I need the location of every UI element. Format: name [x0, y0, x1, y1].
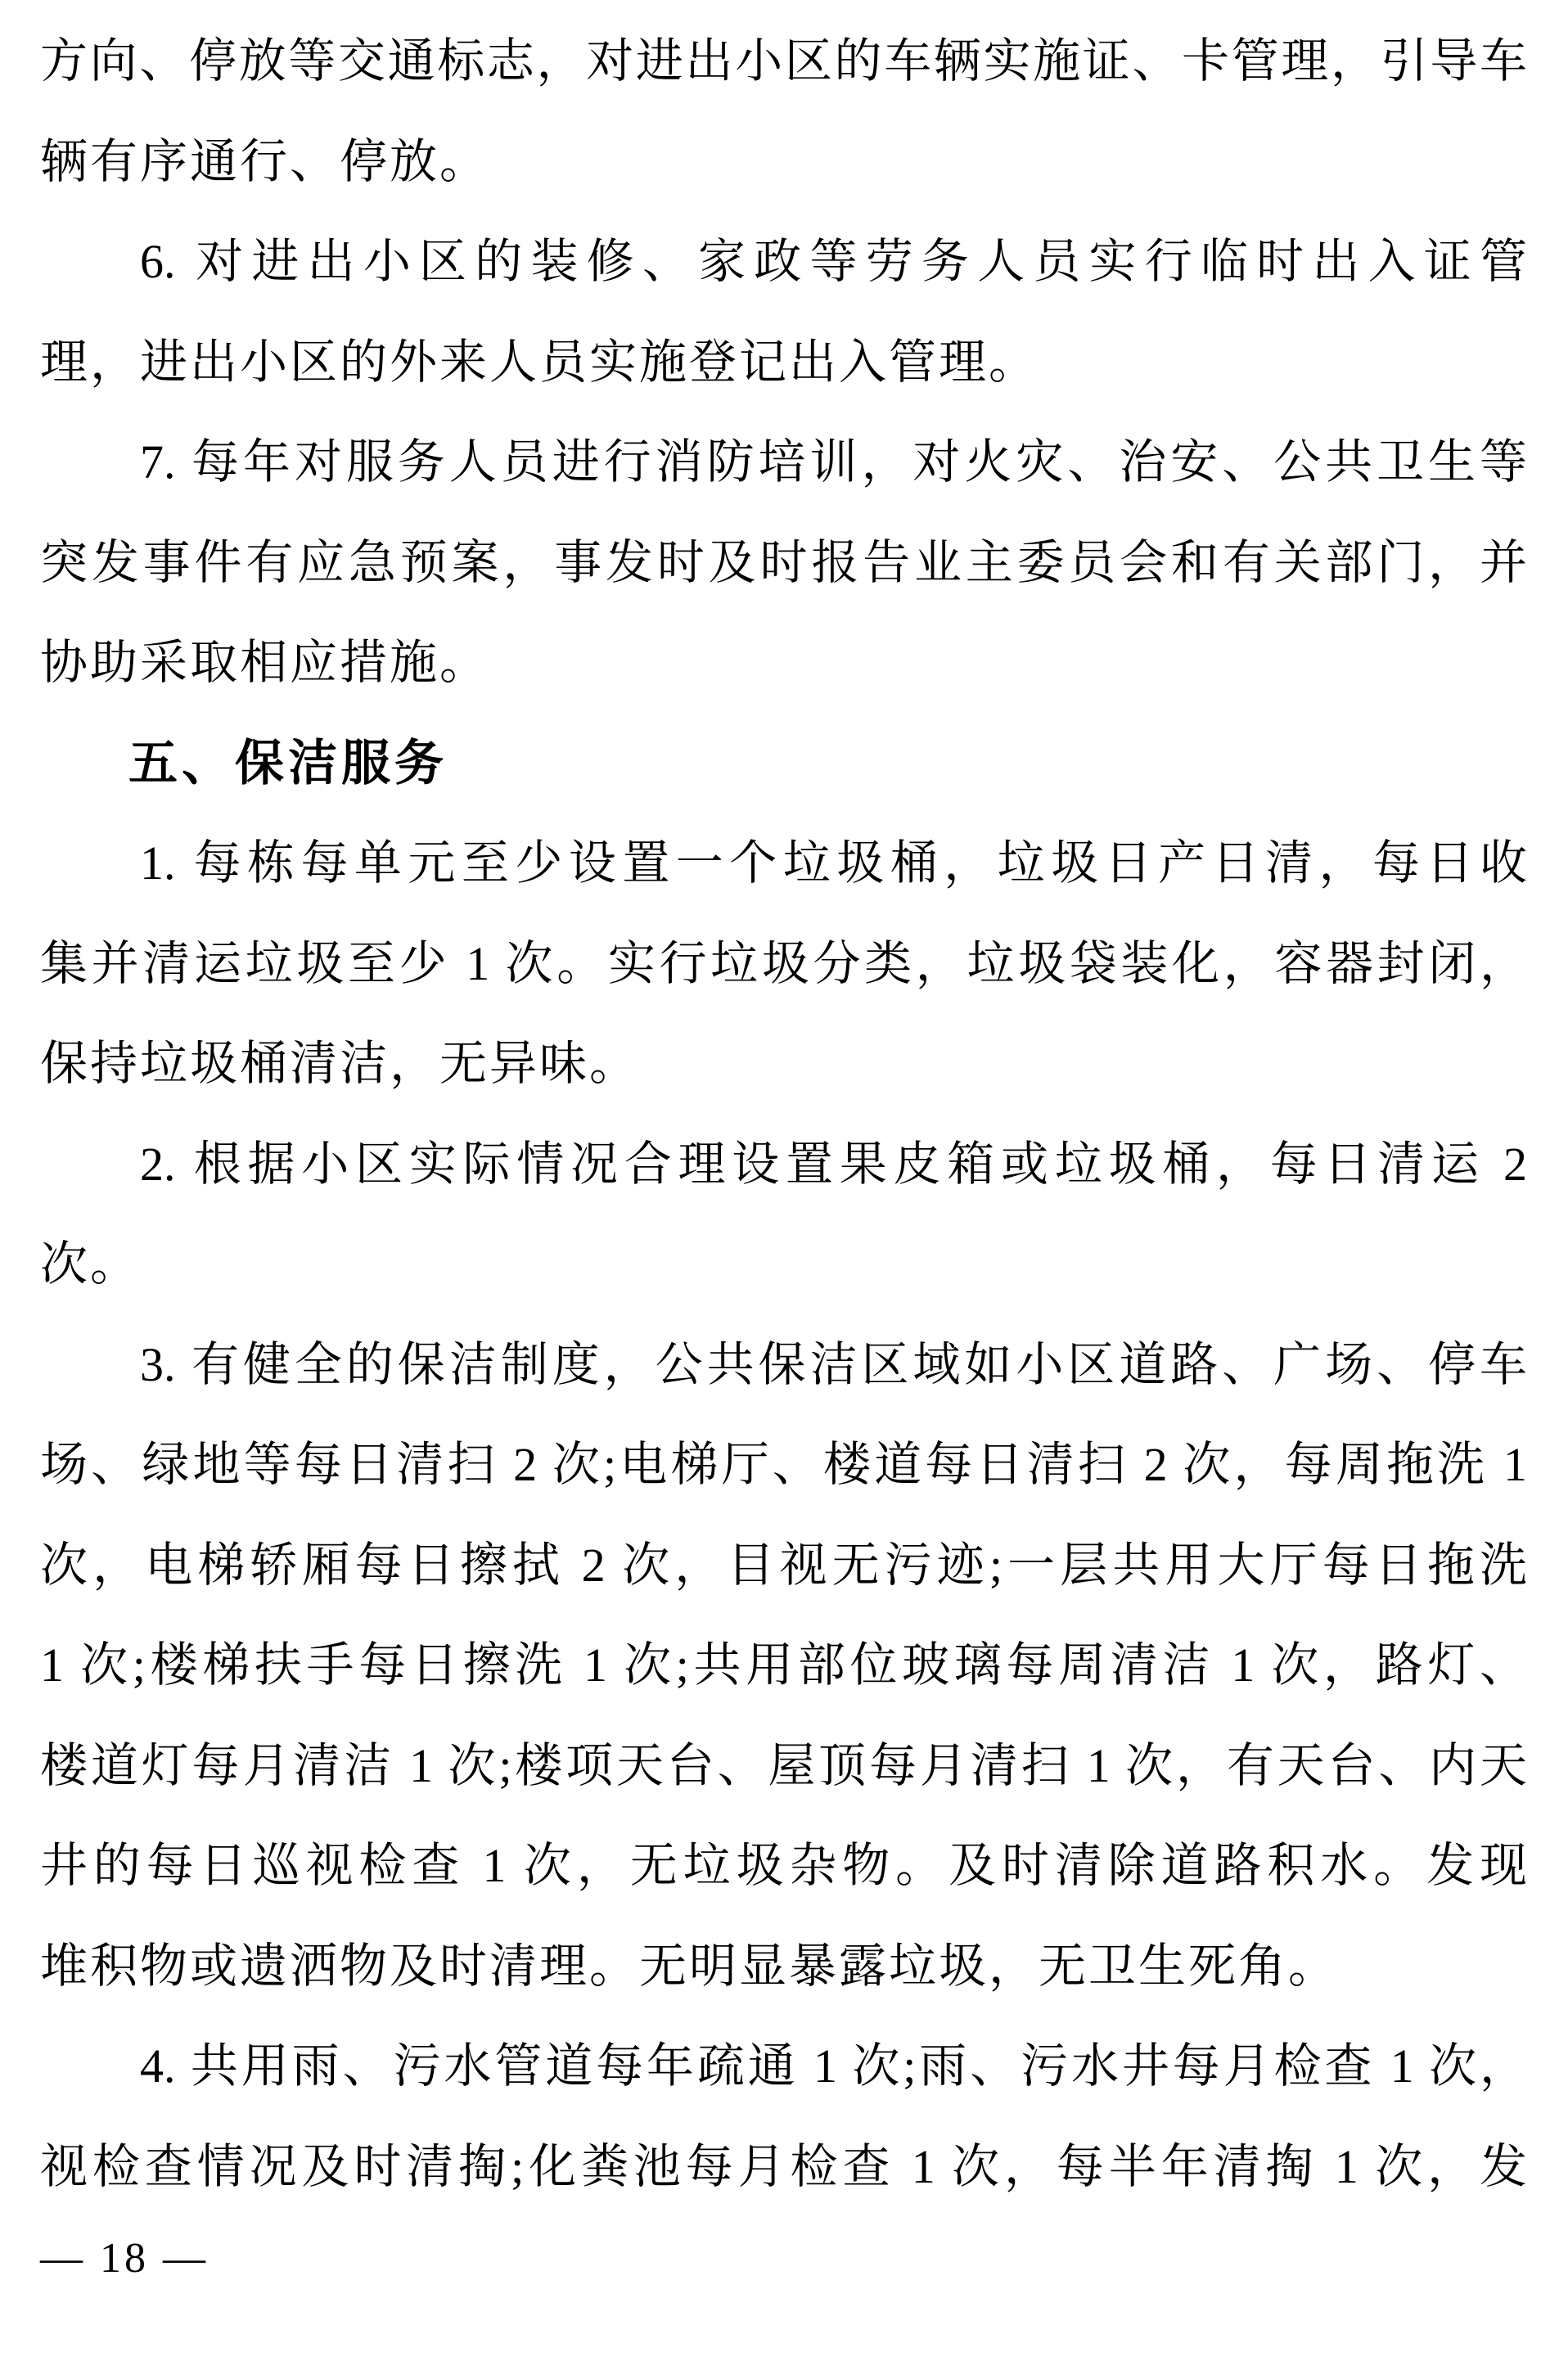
body-line: 4. 共用雨、污水管道每年疏通 1 次;雨、污水井每月检查 1 次，: [140, 2039, 1527, 2093]
body-line: 1 次;楼梯扶手每日擦洗 1 次;共用部位玻璃每周清洁 1 次，路灯、: [40, 1638, 1527, 1692]
page-text: [40, 11, 1527, 2217]
body-line: 次。: [40, 1237, 141, 1291]
body-line: 协助采取相应措施。: [40, 636, 490, 689]
body-line: 方向、停放等交通标志，对进出小区的车辆实施证、卡管理，引导车: [40, 34, 1527, 88]
body-line: 3. 有健全的保洁制度，公共保洁区域如小区道路、广场、停车: [140, 1337, 1527, 1391]
body-line: 井的每日巡视检查 1 次，无垃圾杂物。及时清除道路积水。发现: [40, 1839, 1527, 1892]
body-line: 7. 每年对服务人员进行消防培训，对火灾、治安、公共卫生等: [140, 435, 1527, 489]
body-line: 2. 根据小区实际情况合理设置果皮箱或垃圾桶，每日清运 2: [140, 1137, 1527, 1191]
body-line: 突发事件有应急预案，事发时及时报告业主委员会和有关部门，并: [40, 535, 1527, 589]
body-line: 辆有序通行、停放。: [40, 134, 490, 188]
body-line: 1. 每栋每单元至少设置一个垃圾桶，垃圾日产日清，每日收: [140, 836, 1527, 890]
body-line: 堆积物或遗洒物及时清理。无明显暴露垃圾，无卫生死角。: [40, 1939, 1339, 1993]
body-line: 理，进出小区的外来人员实施登记出入管理。: [40, 335, 1039, 389]
page-number-label: — 18 —: [40, 2235, 209, 2282]
body-line: 次，电梯轿厢每日擦拭 2 次，目视无污迹;一层共用大厅每日拖洗: [40, 1538, 1527, 1592]
body-line: 场、绿地等每日清扫 2 次;电梯厅、楼道每日清扫 2 次，每周拖洗 1: [40, 1438, 1527, 1491]
body-line: 视检查情况及时清掏;化粪池每月检查 1 次，每半年清掏 1 次，发: [40, 2139, 1527, 2193]
body-line: 集并清运垃圾至少 1 次。实行垃圾分类，垃圾袋装化，容器封闭，: [40, 936, 1527, 990]
body-line: 楼道灯每月清洁 1 次;楼项天台、屋顶每月清扫 1 次，有天台、内天: [40, 1738, 1527, 1792]
section-heading: 五、保洁服务: [128, 735, 448, 791]
body-line: 保持垃圾桶清洁，无异味。: [40, 1037, 640, 1090]
body-line: 6. 对进出小区的装修、家政等劳务人员实行临时出入证管: [140, 235, 1527, 288]
